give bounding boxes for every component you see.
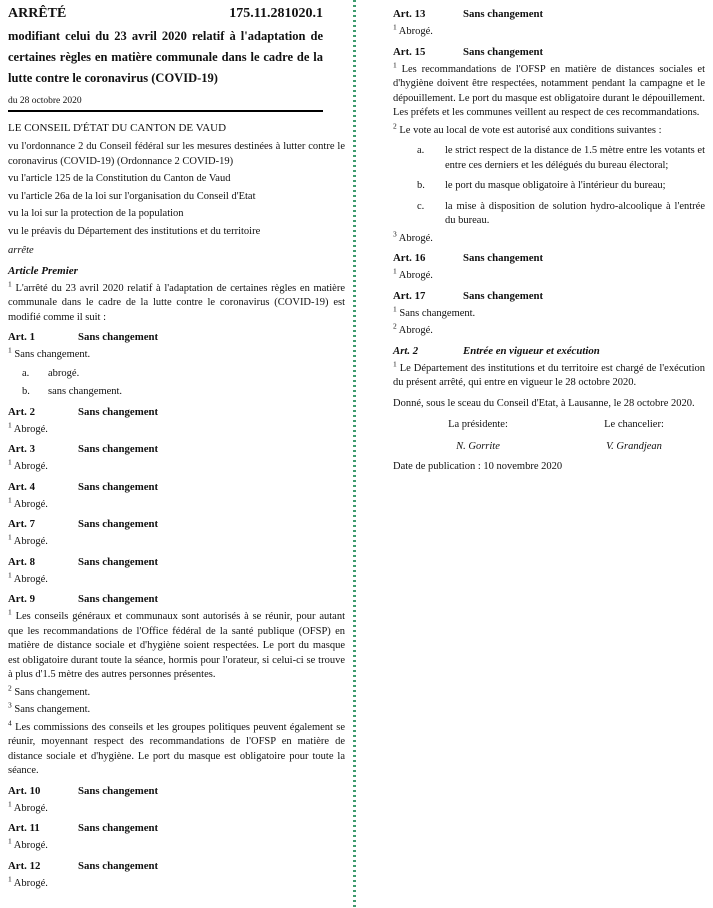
paragraph-number: 1 bbox=[8, 345, 12, 355]
paragraph-number: 1 bbox=[8, 799, 12, 808]
article-heading bbox=[8, 592, 345, 607]
paragraph-number: 1 bbox=[8, 607, 12, 617]
article-label: Art. 16 bbox=[393, 252, 426, 264]
paragraph-number: 3 bbox=[8, 700, 12, 710]
article-title: Sans changement bbox=[78, 859, 159, 872]
paragraph: $^1$ Le Département des institutions et du territoire est chargé de l'exécution du présent arrêté, qui entre en vigueur le 28 octobre 2020. bbox=[393, 359, 705, 388]
article-heading bbox=[8, 405, 345, 420]
paragraph-number: 2 bbox=[393, 321, 397, 331]
paragraph-number: 1 bbox=[8, 279, 12, 288]
article-heading bbox=[8, 821, 345, 836]
list-item-text: le strict respect de la distance de 1.5 mètre entre les votants et entre ces derniers et les délégués du bureau électoral; bbox=[445, 145, 705, 171]
list-item-text: la mise à disposition de solution hydro-alcoolique à l'entrée du bureau. bbox=[445, 200, 705, 226]
article-heading bbox=[8, 517, 345, 532]
paragraph-number: 1 bbox=[8, 532, 12, 542]
paragraph-number: 4 bbox=[8, 718, 12, 727]
article-label: Art. 4 bbox=[8, 480, 35, 493]
paragraph-number: 3 bbox=[393, 229, 397, 238]
paragraph: $^1$ Abrogé. bbox=[8, 532, 48, 547]
document-header-row bbox=[8, 6, 323, 21]
article-label: Art. 17 bbox=[393, 289, 426, 302]
document-date: du 28 octobre 2020 bbox=[8, 96, 82, 106]
paragraph-number: 1 bbox=[393, 304, 397, 313]
paragraph: $^1$ Abrogé. bbox=[8, 570, 48, 585]
recital-line: vu l'ordonnance 2 du Conseil fédéral sur les mesures destinées à lutter contre le coronavirus (COVID-19) (Ordonnance 2 COVID-19) bbox=[8, 141, 345, 167]
right-article-blocks bbox=[393, 7, 705, 475]
recitals-list bbox=[8, 140, 345, 239]
article-title: Sans changement bbox=[463, 289, 544, 302]
article-title: Sans changement bbox=[78, 480, 159, 493]
paragraph: $^1$ Les recommandations de l'OFSP en matière de distances sociales et d'hygiène doivent être respectées, notamment pendant la campagne et le dépouillement. Le port du masque est obligatoire durant le dépouillement. Les préfets et les communes veillent au respect de ces recommandations. bbox=[393, 60, 705, 118]
article-label: Art. 12 bbox=[8, 859, 41, 872]
article-title: Sans changement bbox=[78, 555, 159, 568]
article-label: Art. 8 bbox=[8, 555, 35, 568]
list-item bbox=[393, 144, 705, 173]
text-line: Donné, sous le sceau du Conseil d'Etat, à Lausanne, le 28 octobre 2020. bbox=[393, 397, 695, 409]
article-heading bbox=[8, 330, 345, 345]
paragraph: $^1$ Abrogé. bbox=[8, 457, 48, 472]
document-kicker: ARRÊTÉ bbox=[8, 6, 67, 21]
article-title: Sans changement bbox=[78, 443, 159, 455]
list-item-text: sans changement. bbox=[48, 386, 123, 397]
paragraph: $^2$ Abrogé. bbox=[393, 321, 433, 336]
article-heading bbox=[8, 555, 345, 570]
paragraph: $^1$ Les conseils généraux et communaux sont autorisés à se réunir, pour autant que les recommandations de l'Office fédéral de la santé publique (OFSP) en matière de distance sociale et d'hygiène soient respectées. Le port du masque est obligatoire durant toute la séance, hormis pour l'orateur, si celui-ci se trouve à plus d'1.5 mètre des autres personnes présentes. bbox=[8, 607, 345, 680]
paragraph-number: 1 bbox=[393, 359, 397, 368]
signature-row bbox=[393, 440, 705, 455]
recital-line: vu le préavis du Département des institutions et du territoire bbox=[8, 225, 261, 237]
paragraph-number: 1 bbox=[8, 874, 12, 883]
article-label: Art. 11 bbox=[8, 822, 40, 834]
paragraph-number: 1 bbox=[393, 22, 397, 32]
paragraph-number: 1 bbox=[8, 836, 12, 846]
paragraph: $^1$ Abrogé. bbox=[8, 420, 48, 435]
paragraph: $^1$ Abrogé. bbox=[393, 266, 433, 281]
paragraph: $^1$ L'arrêté du 23 avril 2020 relatif à l'adaptation de certaines règles en matière communale dans le cadre de la lutte contre le coronavirus (COVID-19) est modifié comme il suit : bbox=[8, 279, 346, 323]
paragraph-number: 1 bbox=[393, 266, 397, 276]
article-title: Sans changement bbox=[78, 784, 159, 797]
paragraph: $^1$ Abrogé. bbox=[8, 799, 48, 814]
article-heading bbox=[393, 344, 705, 359]
signature-left: La présidente: bbox=[448, 419, 508, 430]
list-item-marker: b. bbox=[22, 386, 30, 397]
article-heading bbox=[393, 251, 705, 266]
list-item-text: le port du masque obligatoire à l'intérieur du bureau; bbox=[445, 180, 666, 191]
list-item-marker: a. bbox=[22, 367, 30, 379]
paragraph-number: 1 bbox=[8, 420, 12, 429]
article-label: Art. 13 bbox=[393, 8, 426, 20]
column-divider bbox=[353, 0, 356, 908]
article-heading bbox=[8, 784, 345, 799]
article-title: Sans changement bbox=[78, 331, 159, 343]
paragraph: $^1$ Abrogé. bbox=[8, 495, 48, 510]
paragraph: $^1$ Abrogé. bbox=[393, 22, 433, 37]
article-heading bbox=[393, 45, 705, 60]
article-title: Sans changement bbox=[78, 822, 159, 834]
signature-row bbox=[393, 418, 705, 433]
article-title: Sans changement bbox=[78, 593, 159, 605]
left-article-blocks bbox=[8, 264, 345, 892]
list-item-marker: a. bbox=[417, 145, 425, 156]
paragraph-number: 1 bbox=[8, 457, 12, 467]
paragraph: $^1$ Abrogé. bbox=[8, 836, 48, 851]
article-heading bbox=[8, 859, 345, 874]
list-item bbox=[393, 179, 705, 194]
article-label: Art. 2 bbox=[8, 405, 35, 418]
right-column bbox=[393, 0, 705, 475]
article-label: Art. 7 bbox=[8, 518, 35, 530]
list-item-marker: c. bbox=[417, 200, 425, 212]
list-item bbox=[8, 367, 345, 382]
paragraph-number: 1 bbox=[8, 570, 12, 579]
article-title: Entrée en vigueur et exécution bbox=[463, 344, 600, 357]
paragraph: $^2$ Le vote au local de vote est autorisé aux conditions suivantes : bbox=[393, 121, 662, 136]
recital-line: vu l'article 26a de la loi sur l'organisation du Conseil d'Etat bbox=[8, 190, 256, 202]
article-heading bbox=[8, 480, 345, 495]
paragraph: $^3$ Sans changement. bbox=[8, 700, 91, 715]
issuing-authority: LE CONSEIL D'ÉTAT DU CANTON DE VAUD bbox=[8, 122, 227, 134]
article-title: Sans changement bbox=[78, 405, 159, 418]
paragraph-number: 2 bbox=[393, 121, 397, 130]
section-heading: Article Premier bbox=[8, 264, 78, 277]
text-line: Date de publication : 10 novembre 2020 bbox=[393, 461, 563, 472]
paragraph: $^1$ Abrogé. bbox=[8, 874, 48, 889]
paragraph-number: 1 bbox=[393, 60, 397, 69]
recital-line: vu la loi sur la protection de la population bbox=[8, 208, 184, 219]
decree-word: arrête bbox=[8, 245, 34, 256]
article-title: Sans changement bbox=[463, 45, 544, 58]
paragraph-number: 2 bbox=[8, 683, 12, 692]
article-label: Art. 10 bbox=[8, 784, 41, 797]
recital-line: vu l'article 125 de la Constitution du Canton de Vaud bbox=[8, 173, 231, 184]
article-heading bbox=[393, 289, 705, 304]
article-label: Art. 15 bbox=[393, 45, 426, 58]
article-title: Sans changement bbox=[463, 252, 544, 264]
paragraph: $^1$ Sans changement. bbox=[8, 345, 91, 360]
paragraph: $^1$ Sans changement. bbox=[393, 304, 476, 319]
signature-left: N. Gorrite bbox=[456, 440, 500, 452]
article-heading bbox=[8, 442, 345, 457]
article-label: Art. 9 bbox=[8, 593, 35, 605]
article-label: Art. 2 bbox=[393, 344, 419, 357]
paragraph: $^4$ Les commissions des conseils et les groupes politiques peuvent également se réunir, moyennant respect des recommandations de l'OFSP en matière de distance sociale et d'hygiène. Le port du masque est obligatoire pour toute la séance. bbox=[8, 718, 345, 776]
list-item-marker: b. bbox=[417, 180, 425, 191]
signature-right: Le chancelier: bbox=[604, 419, 664, 430]
list-item bbox=[8, 385, 345, 400]
signature-right: V. Grandjean bbox=[606, 440, 662, 452]
left-column bbox=[8, 0, 345, 891]
paragraph-number: 1 bbox=[8, 495, 12, 504]
article-label: Art. 3 bbox=[8, 443, 35, 455]
document-title: modifiant celui du 23 avril 2020 relatif à l'adaptation de certaines règles en matière communale dans le cadre de la lutte contre le coronavirus (COVID-19) bbox=[8, 29, 323, 85]
list-item bbox=[393, 200, 705, 229]
list-item-text: abrogé. bbox=[48, 367, 80, 379]
article-title: Sans changement bbox=[463, 8, 544, 20]
article-heading bbox=[393, 7, 705, 22]
paragraph: $^2$ Sans changement. bbox=[8, 683, 91, 698]
article-label: Art. 1 bbox=[8, 331, 35, 343]
paragraph: $^3$ Abrogé. bbox=[393, 229, 433, 244]
article-title: Sans changement bbox=[78, 518, 159, 530]
document-number: 175.11.281020.1 bbox=[229, 6, 323, 21]
header-rule bbox=[8, 110, 323, 112]
